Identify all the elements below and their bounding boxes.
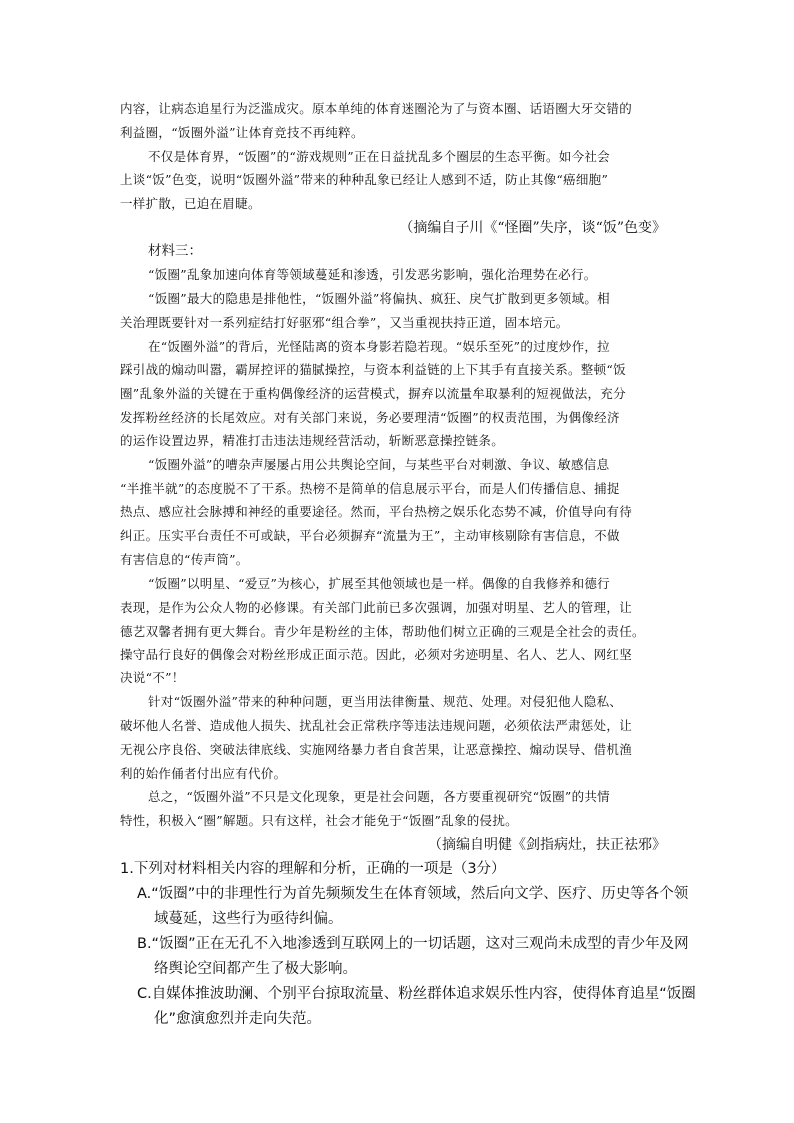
paragraph-line: 不仅是体育界，“饭圈”的“游戏规则”正在日益扰乱多个圈层的生态平衡。如今社会 (148, 149, 610, 164)
paragraph-line: 发挥粉丝经济的长尾效应。对有关部门来说，务必要理清“饭圈”的权责范围，为偶像经济 (120, 410, 620, 425)
paragraph-line: 针对“饭圈外溢”带来的种种问题，更当用法律衡量、规范、处理。对侵犯他人隐私、 (148, 694, 623, 709)
paragraph-line: 圈”乱象外溢的关键在于重构偶像经济的运营模式，摒弃以流量牟取暴利的短视做法，充分 (120, 386, 626, 401)
paragraph-line: “半推半就”的态度脱不了干系。热榜不是简单的信息展示平台，而是人们传播信息、捕捉 (120, 481, 620, 496)
paragraph-line: 有害信息的“传声筒”。 (120, 552, 249, 567)
paragraph-line: “饭圈”以明星、“爱豆”为核心，扩展至其他领域也是一样。偶像的自我修养和德行 (148, 576, 610, 591)
paragraph-line: 关治理既要针对一系列症结打好驱邪“组合拳”，又当重视扶持正道，固本培元。 (120, 315, 569, 330)
paragraph-line: 特性，积极入“圈”解题。只有这样，社会才能免于“饭圈”乱象的侵扰。 (120, 813, 518, 828)
option-b-line2: 络舆论空间都产生了极大影响。 (154, 961, 357, 977)
paragraph-line: 操守品行良好的偶像会对粉丝形成正面示范。因此，必须对劣迹明星、名人、艺人、网红坚 (120, 647, 633, 662)
material-heading: 材料三： (148, 243, 202, 259)
option-b-line1: B.“饭圈”正在无孔不入地渗透到互联网上的一切话题，这对三观尚未成型的青少年及网 (137, 936, 689, 952)
paragraph-line: 德艺双馨者拥有更大舞台。青少年是粉丝的主体，帮助他们树立正确的三观是全社会的责任。 (120, 624, 645, 639)
paragraph-line: “饭圈外溢”的嘈杂声屡屡占用公共舆论空间，与某些平台对刺激、争议、敏感信息 (148, 457, 610, 472)
option-a-line1: A.“饭圈”中的非理性行为首先频频发生在体育领域，然后向文学、医疗、历史等各个领 (137, 886, 689, 902)
paragraph-line: 利的始作俑者付出应有代价。 (120, 766, 287, 781)
paragraph-line: 决说“不”！ (120, 670, 185, 685)
paragraph-line: “饭圈”最大的隐患是排他性，“饭圈外溢”将偏执、疯狂、戾气扩散到更多领域。相 (148, 291, 610, 306)
option-a-line2: 域蔓延，这些行为亟待纠偏。 (154, 911, 343, 927)
paragraph-line: 热点、感应社会脉搏和神经的重要途径。然而，平台热榜之娱乐化态势不减，价值导向有待 (120, 504, 633, 519)
option-c-line1: C.自媒体推波助澜、个别平台掠取流量、粉丝群体追求娱乐性内容，使得体育追星“饭圈 (137, 986, 696, 1002)
question-stem: 1.下列对材料相关内容的理解和分析，正确的一项是（3分） (120, 861, 506, 877)
paragraph-line: 破坏他人名誉、造成他人损失、扰乱社会正常秩序等违法违规问题，必须依法严肃惩处，让 (120, 718, 633, 733)
paragraph-line: 在“饭圈外溢”的背后，光怪陆离的资本身影若隐若现。“娱乐至死”的过度炒作，拉 (148, 339, 610, 354)
paragraph-line: 纠正。压实平台责任不可或缺，平台必须摒弃“流量为王”，主动审核剔除有害信息，不做 (120, 528, 620, 543)
paragraph-line: 表现，是作为公众人物的必修课。有关部门此前已多次强调，加强对明星、艺人的管理，让 (120, 600, 633, 615)
paragraph-line: 上谈“饭”色变，说明“饭圈外溢”带来的种种乱象已经让人感到不适，防止其像“癌细胞” (120, 172, 609, 187)
paragraph-line: 内容，让病态追星行为泛滥成灾。原本单纯的体育迷圈沦为了与资本圈、话语圈大牙交错的 (120, 101, 633, 116)
paragraph-line: 总之，“饭圈外溢”不只是文化现象，更是社会问题，各方要重视研究“饭圈”的共情 (148, 789, 610, 804)
source-citation: （摘编自明健《剑指病灶，扶正祛邪》 (428, 837, 666, 853)
source-citation: （摘编自子川《“怪圈”失序，谈“饭”色变》 (399, 220, 666, 236)
paragraph-line: 无视公序良俗、突破法律底线、实施网络暴力者自食苦果，让恶意操控、煽动误导、借机渔 (120, 742, 633, 757)
paragraph-line: “饭圈”乱象加速向体育等领域蔓延和渗透，引发恶劣影响，强化治理势在必行。 (148, 267, 597, 282)
paragraph-line: 的运作设置边界，精准打击违法违规经营活动，斩断恶意操控链条。 (120, 433, 505, 448)
paragraph-line: 一样扩散，已迫在眉睫。 (120, 196, 261, 211)
paragraph-line: 利益圈，“饭圈外溢”让体育竞技不再纯粹。 (120, 125, 364, 140)
paragraph-line: 踩引战的煽动叫嚣，霸屏控评的猫腻操控，与资本利益链的上下其手有直接关系。整顿“饭 (120, 362, 626, 377)
option-c-line2: 化”愈演愈烈并走向失范。 (154, 1011, 322, 1027)
